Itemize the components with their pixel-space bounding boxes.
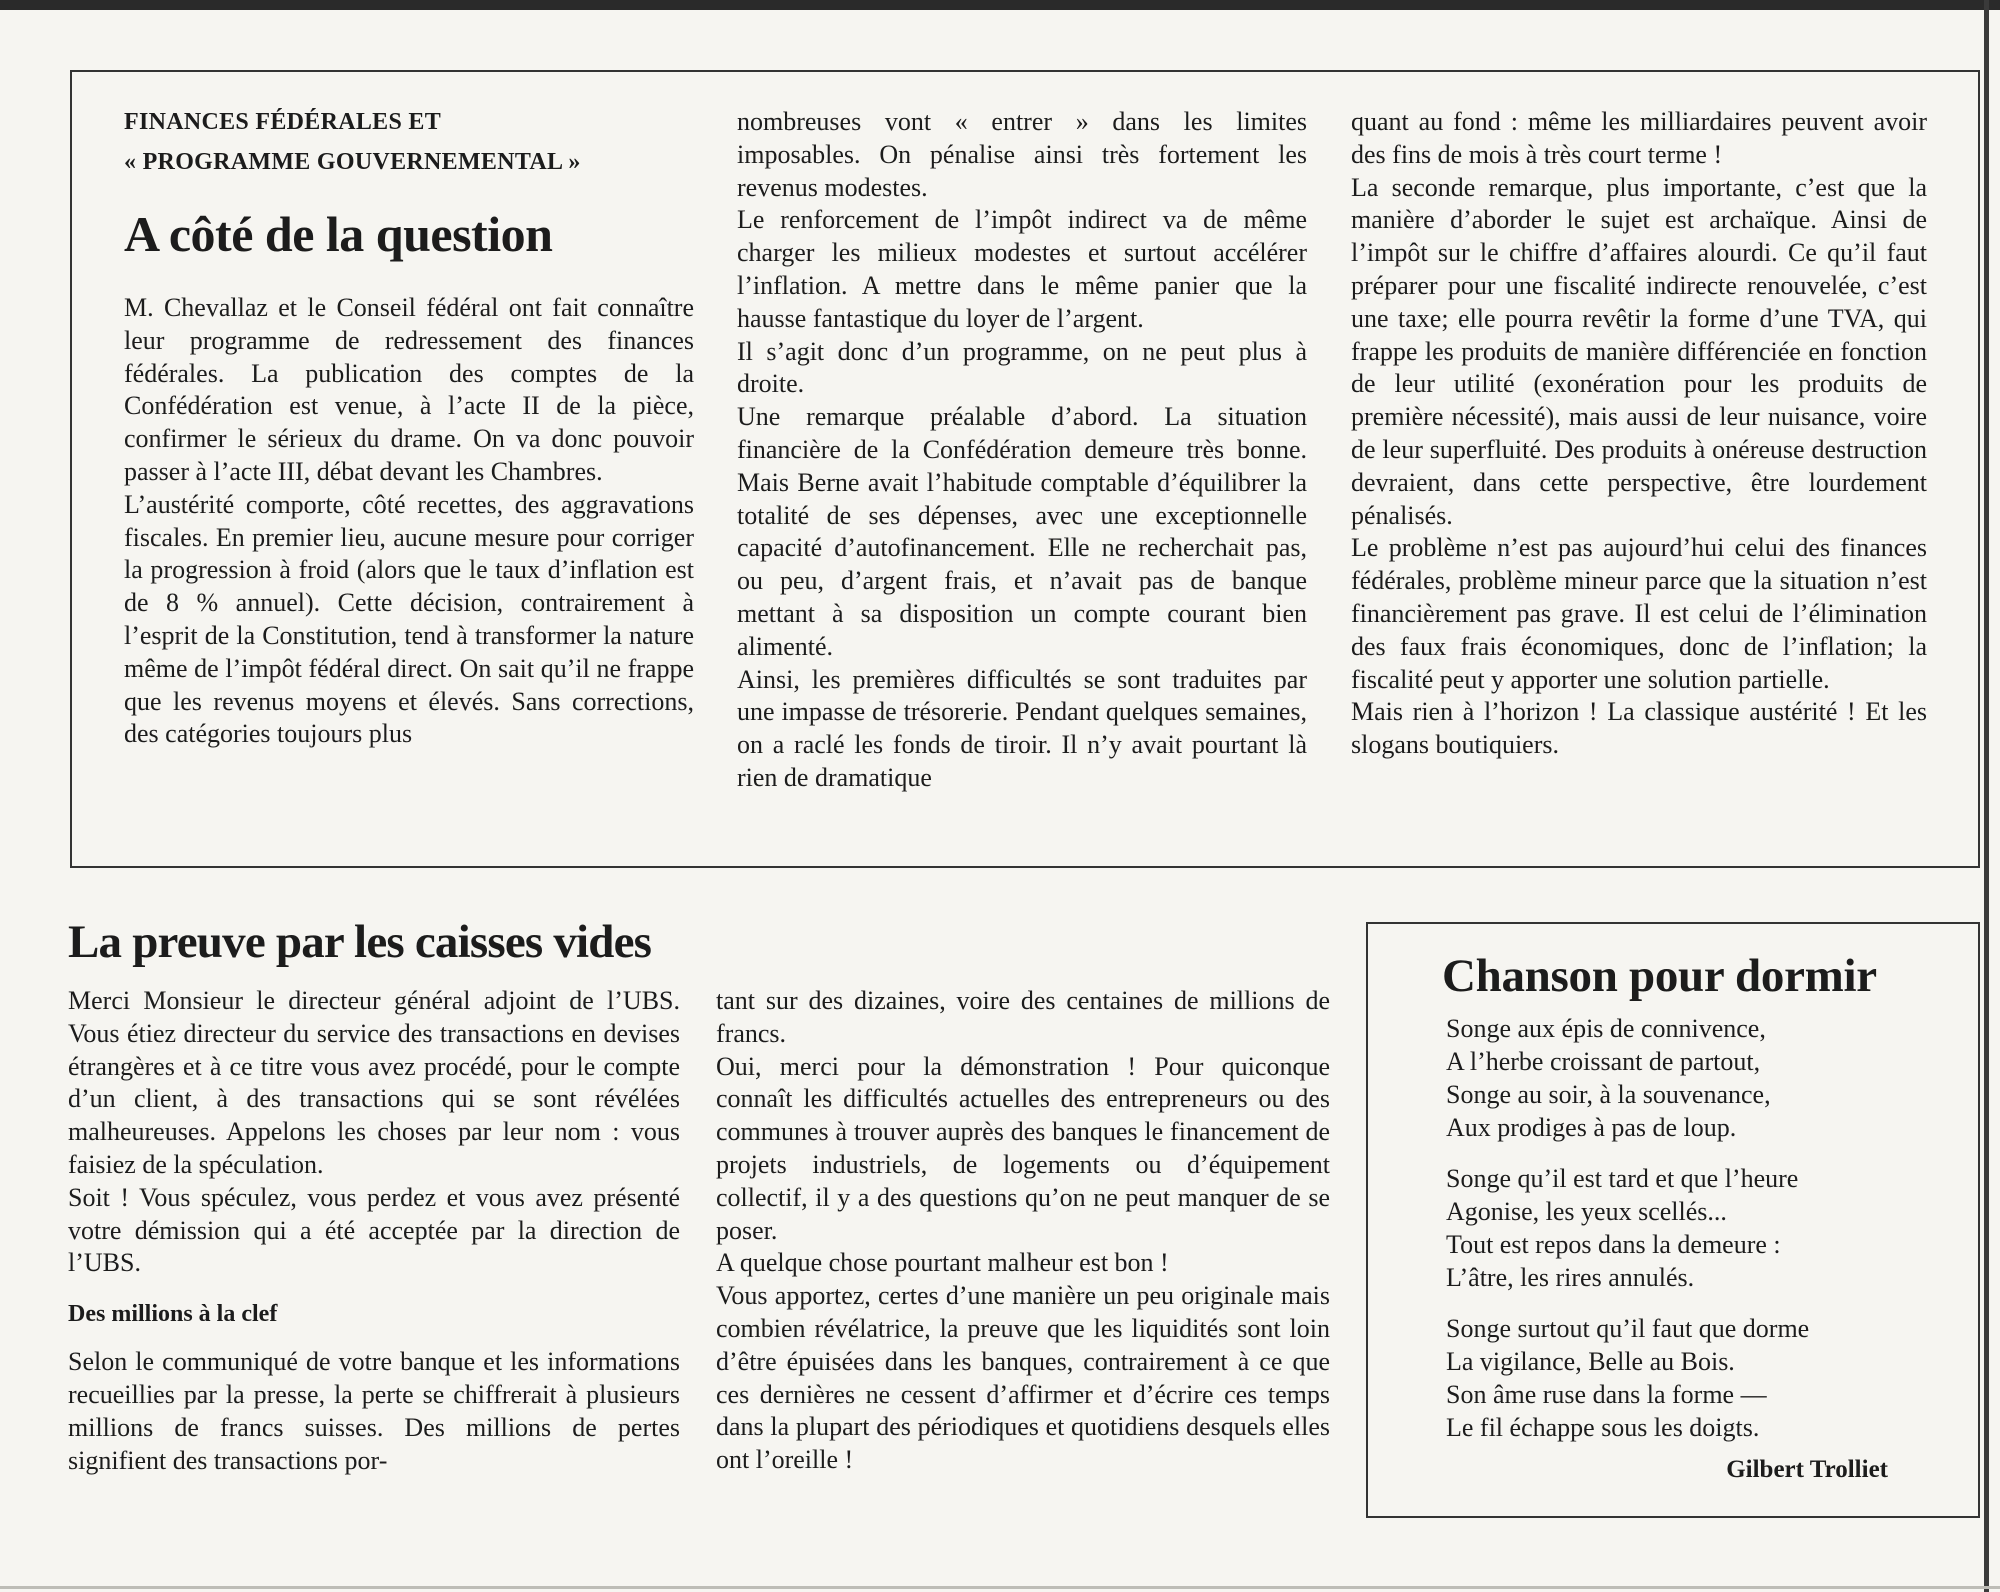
poem-line: La vigilance, Belle au Bois. [1446, 1347, 1735, 1376]
poem-title: Chanson pour dormir [1442, 950, 1877, 1002]
article1-kicker-line-1: FINANCES FÉDÉRALES ET [124, 109, 442, 135]
article2-column-2 [716, 985, 1330, 1477]
paragraph: tant sur des dizaines, voire des centaines de millions de francs. [716, 986, 1330, 1048]
article-finances-box [70, 70, 1980, 868]
article1-kicker-line-2: « PROGRAMME GOUVERNEMENTAL » [124, 149, 581, 175]
poem-line: Son âme ruse dans la forme — [1446, 1380, 1767, 1409]
poem-stanza [1446, 1162, 1966, 1294]
poem-line: L’âtre, les rires annulés. [1446, 1263, 1695, 1292]
paragraph: Ainsi, les premières difficultés se sont traduites par une impasse de trésorerie. Pendant quelques semaines, on a raclé les fonds de tiroir. Il n’y avait pourtant là rien de dramatique [737, 664, 1307, 792]
article2-subhead: Des millions à la clef [68, 1301, 278, 1328]
paragraph: Le problème n’est pas aujourd’hui celui des finances fédérales, problème mineur parce que la situation n’est financièrement pas grave. Il est celui de l’élimination des faux frais économiques, donc de l’inflation; la fiscalité peut y apporter une solution partielle. [1351, 533, 1927, 694]
poem-stanza [1446, 1312, 1966, 1444]
page-edge [1984, 0, 1989, 1592]
poem-stanza [1446, 1012, 1966, 1144]
poem-line: A l’herbe croissant de partout, [1446, 1047, 1761, 1076]
paragraph: Selon le communiqué de votre banque et les informations recueillies par la presse, la perte se chiffrerait à plusieurs millions de francs suisses. Des millions de pertes signifient des transactions por- [68, 1347, 680, 1475]
poem-line: Songe aux épis de connivence, [1446, 1014, 1766, 1043]
paragraph: Une remarque préalable d’abord. La situation financière de la Confédération demeure très bonne. Mais Berne avait l’habitude comptable d’équilibrer la totalité de ses dépenses, avec une exceptionnelle capacité d’autofinancement. Elle ne recherchait pas, ou peu, d’argent frais, et n’avait pas de banque mettant à sa disposition un compte courant bien alimenté. [737, 402, 1307, 661]
poem-line: Tout est repos dans la demeure : [1446, 1230, 1781, 1259]
paragraph: quant au fond : même les milliardaires peuvent avoir des fins de mois à très court terme ! [1351, 107, 1927, 169]
paragraph: M. Chevallaz et le Conseil fédéral ont fait connaître leur programme de redressement des finances fédérales. La publication des comptes de la Confédération est venue, à l’acte II de la pièce, confirmer le sérieux du drame. On va donc pouvoir passer à l’acte III, débat devant les Chambres. [124, 293, 694, 486]
paragraph: Mais rien à l’horizon ! La classique austérité ! Et les slogans boutiquiers. [1351, 697, 1927, 760]
poem-box [1366, 922, 1980, 1518]
paragraph: Le renforcement de l’impôt indirect va de même charger les milieux modestes et surtout accélérer l’inflation. A mettre dans le même panier que la hausse fantastique du loyer de l’argent. [737, 205, 1307, 333]
poem-line: Songe surtout qu’il faut que dorme [1446, 1314, 1810, 1343]
poem-line: Le fil échappe sous les doigts. [1446, 1413, 1760, 1442]
poem-body [1446, 1012, 1966, 1462]
paragraph: nombreuses vont « entrer » dans les limites imposables. On pénalise ainsi très fortement les revenus modestes. [737, 107, 1307, 202]
top-border [0, 0, 2000, 10]
paragraph: Soit ! Vous spéculez, vous perdez et vous avez présenté votre démission qui a été acceptée par la direction de l’UBS. [68, 1182, 680, 1278]
article1-column-3 [1351, 106, 1927, 762]
paragraph: Merci Monsieur le directeur général adjoint de l’UBS. Vous étiez directeur du service des transactions en devises étrangères et à ce titre vous avez procédé, pour le compte d’un client, à des transactions qui se sont révélées malheureuses. Appelons les choses par leur nom : vous faisiez de la spéculation. [68, 986, 680, 1179]
paragraph: Oui, merci pour la démonstration ! Pour quiconque connaît les difficultés actuelles des entrepreneurs ou des communes à trouver auprès des banques le financement de projets industriels, de logements ou d’équipement collectif, il y a des questions qu’on ne peut manquer de se poser. [716, 1051, 1330, 1245]
article2-headline: La preuve par les caisses vides [68, 916, 652, 968]
poem-line: Agonise, les yeux scellés... [1446, 1197, 1727, 1226]
paragraph: A quelque chose pourtant malheur est bon ! [716, 1248, 1169, 1278]
article1-headline: A côté de la question [124, 206, 553, 262]
article1-column-1 [124, 102, 694, 751]
poem-line: Songe qu’il est tard et que l’heure [1446, 1164, 1799, 1193]
bottom-rule [0, 1586, 2000, 1589]
poem-line: Aux prodiges à pas de loup. [1446, 1113, 1737, 1142]
poem-author: Gilbert Trolliet [1726, 1456, 1888, 1483]
paragraph: La seconde remarque, plus importante, c’est que la manière d’aborder le sujet est archaïque. Ainsi de l’impôt sur le chiffre d’affaires alourdi. Ce qu’il faut préparer pour une fiscalité indirecte renouvelée, c’est une taxe; elle pourra revêtir la forme d’une TVA, qui frappe les produits de manière différenciée en fonction de leur utilité (exonération pour les produits de première nécessité), mais aussi de leur nuisance, voire de leur superfluité. Des produits à onéreuse destruction devraient, dans cette perspective, être lourdement pénalisés. [1351, 172, 1927, 530]
article1-col1-text [124, 292, 694, 751]
paragraph: L’austérité comporte, côté recettes, des aggravations fiscales. En premier lieu, aucune mesure pour corriger la progression à froid (alors que le taux d’inflation est de 8 % annuel). Cette décision, contrairement à l’esprit de la Constitution, tend à transformer la nature même de l’impôt fédéral direct. On sait qu’il ne frappe que les revenus moyens et élevés. Sans corrections, des catégories toujours plus [124, 489, 694, 749]
paragraph: Il s’agit donc d’un programme, on ne peut plus à droite. [737, 336, 1307, 399]
article1-column-2 [737, 106, 1307, 795]
article2-column-1 [68, 985, 680, 1477]
paragraph: Vous apportez, certes d’une manière un peu originale mais combien révélatrice, la preuve que les liquidités sont loin d’être épuisées dans les banques, contrairement à ce que ces dernières ne cessent d’affirmer et d’écrire ces temps dans la plupart des périodiques et quotidiens desquels elles ont l’oreille ! [716, 1281, 1330, 1475]
poem-line: Songe au soir, à la souvenance, [1446, 1080, 1771, 1109]
